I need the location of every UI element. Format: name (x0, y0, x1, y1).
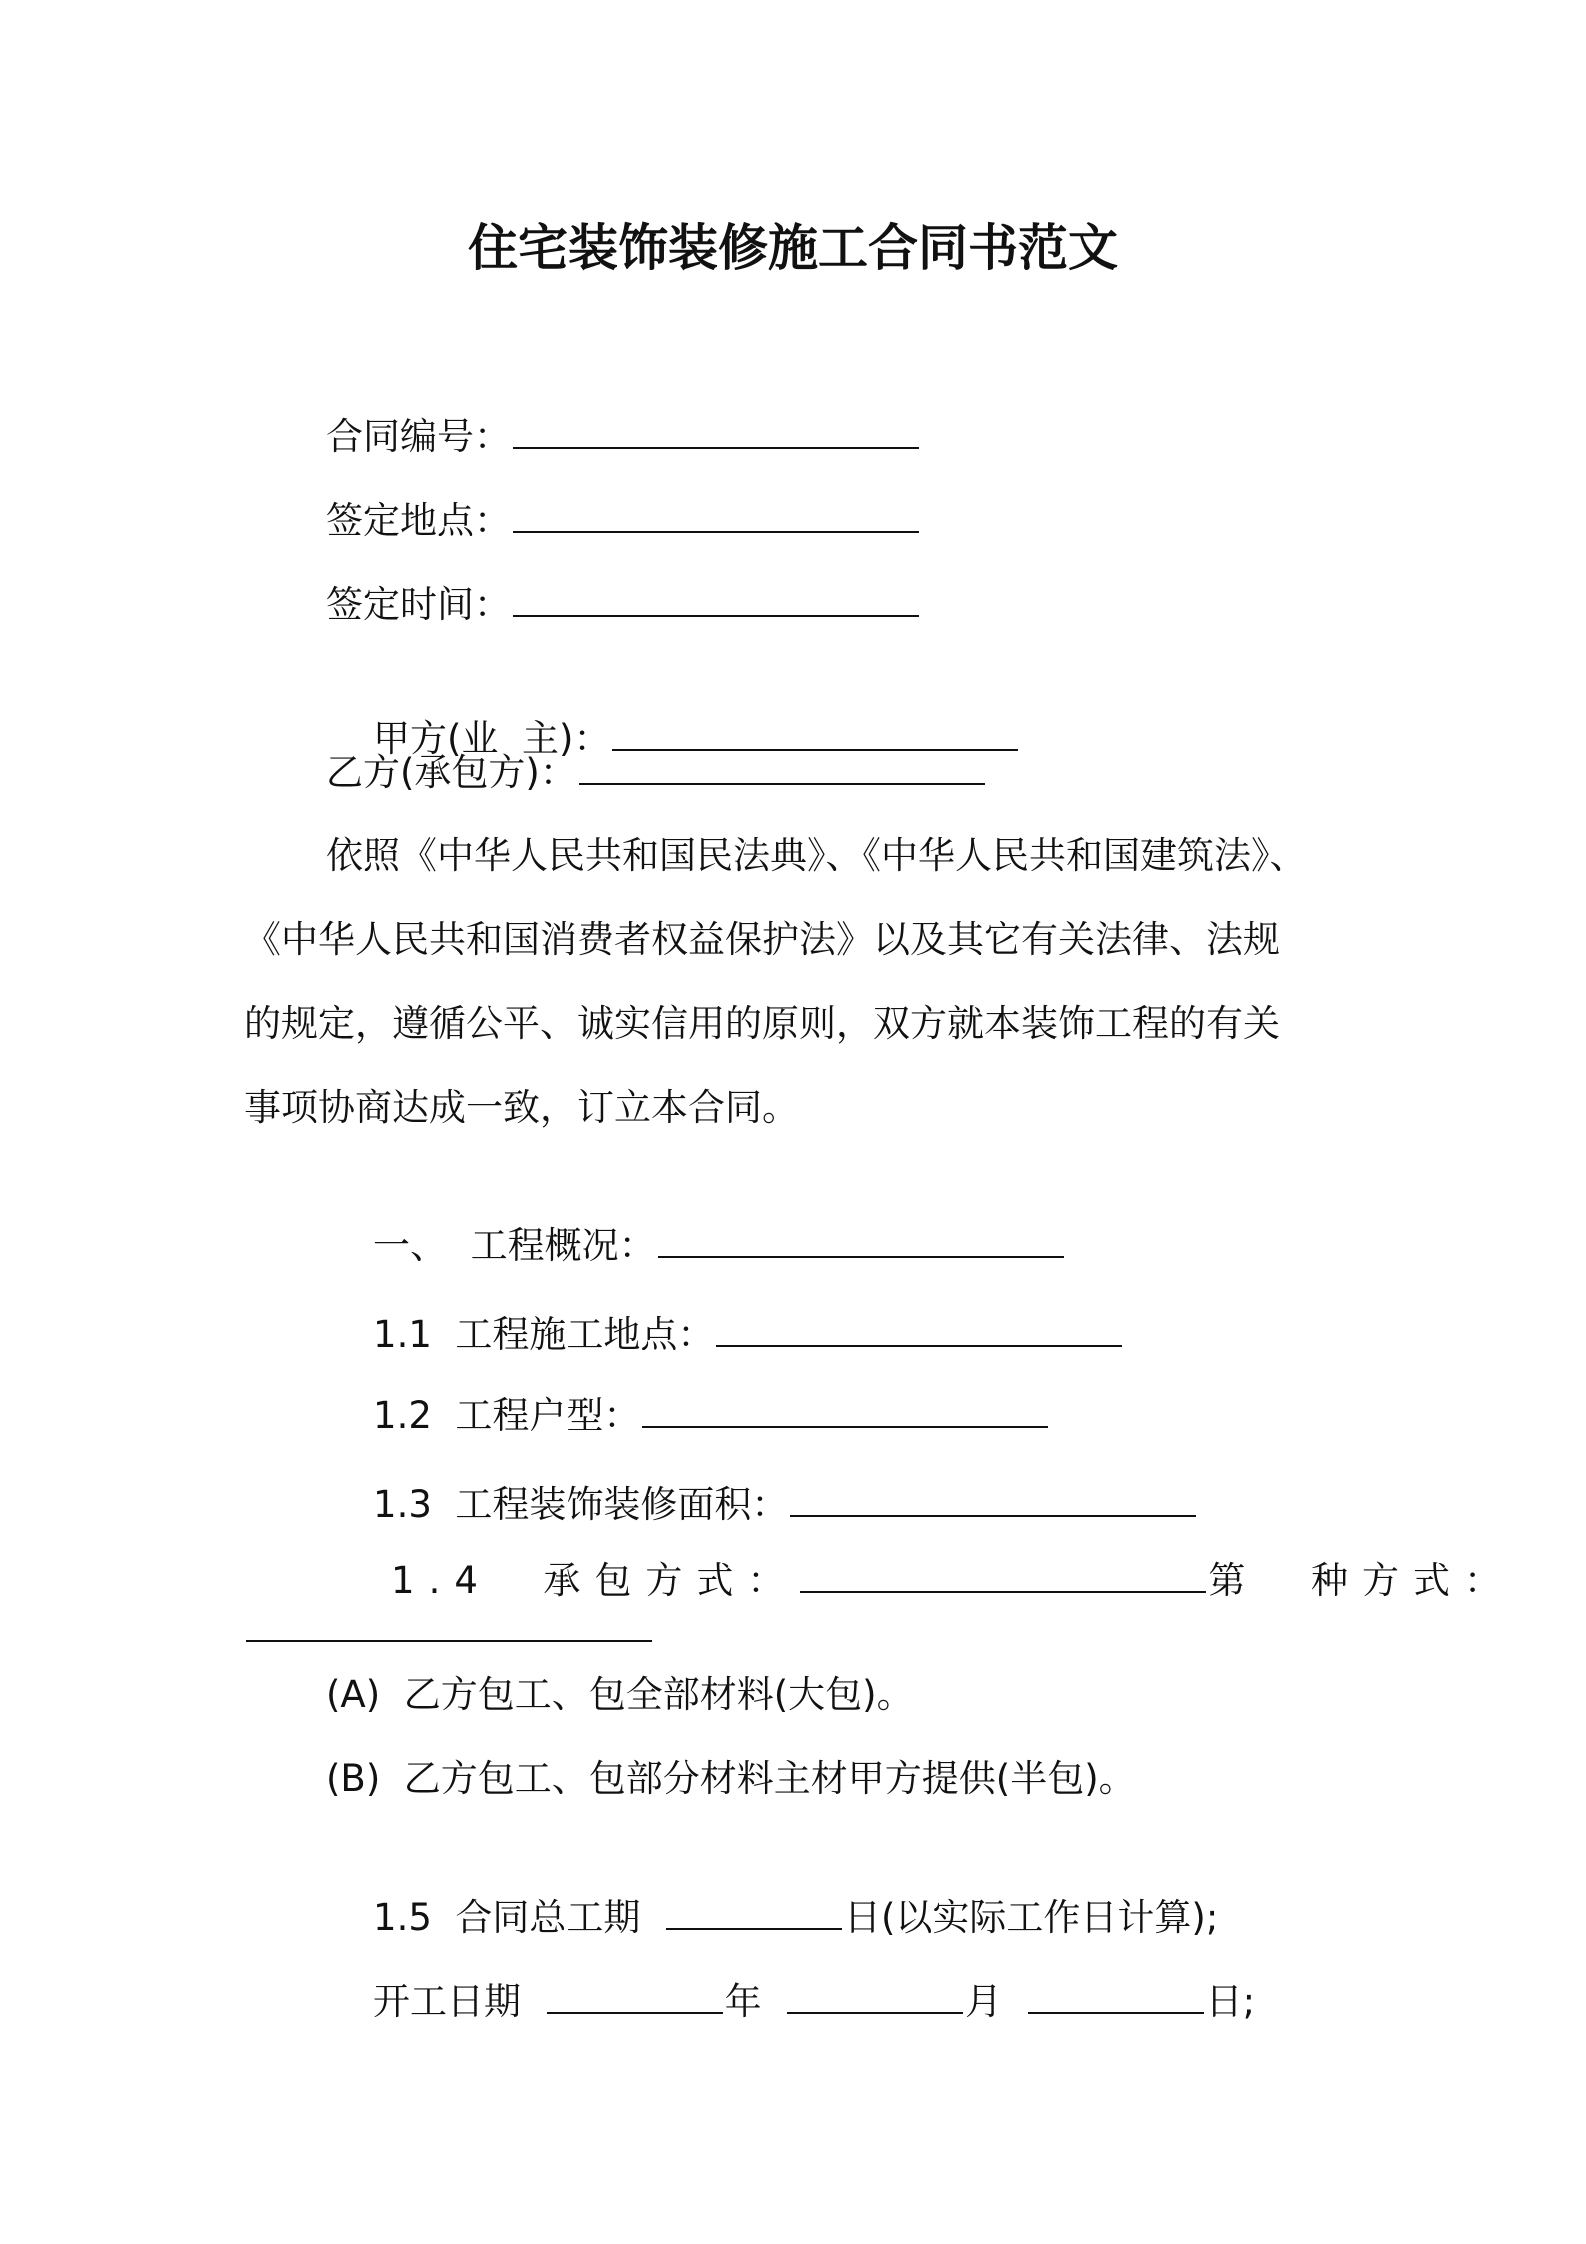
preamble-line-4: 事项协商达成一致，订立本合同。 (244, 1086, 799, 1129)
fill-blank[interactable] (642, 1390, 1048, 1428)
item-suffix: 日(以实际工作日计算); (843, 1896, 1219, 1939)
item-label: 1.1 工程施工地点： (373, 1313, 715, 1356)
fill-blank[interactable] (666, 1892, 842, 1930)
day-blank[interactable] (1028, 1976, 1204, 2014)
field-label: 合同编号： (326, 415, 511, 458)
field-signing-place (326, 495, 921, 546)
fill-blank[interactable] (612, 713, 1018, 751)
item-label: 1.4 承包方式： (391, 1559, 799, 1602)
fill-blank[interactable] (246, 1604, 652, 1642)
field-label: 签定地点： (326, 499, 511, 542)
document-title: 住宅装饰装修施工合同书范文 (468, 219, 1118, 277)
field-label: 签定时间： (326, 583, 511, 626)
day-label: 日; (1205, 1980, 1256, 2023)
item-label: 1.3 工程装饰装修面积： (373, 1483, 789, 1526)
field-contract-number (326, 411, 921, 462)
field-signing-time (326, 579, 921, 630)
preamble-line-2: 《中华人民共和国消费者权益保护法》以及其它有关法律、法规 (244, 918, 1280, 961)
item-1-4-continuation (244, 1604, 654, 1655)
fill-blank[interactable] (579, 747, 985, 785)
start-date-label: 开工日期 (373, 1980, 522, 2023)
section-heading-label: 一、 工程概况： (373, 1224, 656, 1267)
item-label: 1.2 工程户型： (373, 1394, 641, 1437)
fill-blank[interactable] (658, 1220, 1064, 1258)
preamble-line-1: 依照《中华人民共和国民法典》、《中华人民共和国建筑法》、 (326, 834, 1307, 877)
fill-blank[interactable] (513, 411, 919, 449)
option-a: (A) 乙方包工、包全部材料(大包)。 (326, 1673, 914, 1716)
option-b: (B) 乙方包工、包部分材料主材甲方提供(半包)。 (326, 1757, 1136, 1800)
item-label-mid: 第 种方式： (1208, 1559, 1515, 1602)
month-label: 月 (965, 1980, 1003, 2023)
fill-blank[interactable] (513, 579, 919, 617)
preamble-line-3: 的规定，遵循公平、诚实信用的原则，双方就本装饰工程的有关 (244, 1002, 1280, 1045)
field-party-b (326, 747, 987, 798)
year-label: 年 (724, 1980, 762, 2023)
field-label: 乙方(承包方)： (326, 751, 577, 794)
fill-blank[interactable] (800, 1555, 1206, 1593)
start-date-line (326, 1926, 1255, 2077)
month-blank[interactable] (787, 1976, 963, 2014)
field-label: 甲方(业 主)： (373, 717, 611, 760)
fill-blank[interactable] (513, 495, 919, 533)
year-blank[interactable] (547, 1976, 723, 2014)
item-label: 1.5 合同总工期 (373, 1896, 641, 1939)
